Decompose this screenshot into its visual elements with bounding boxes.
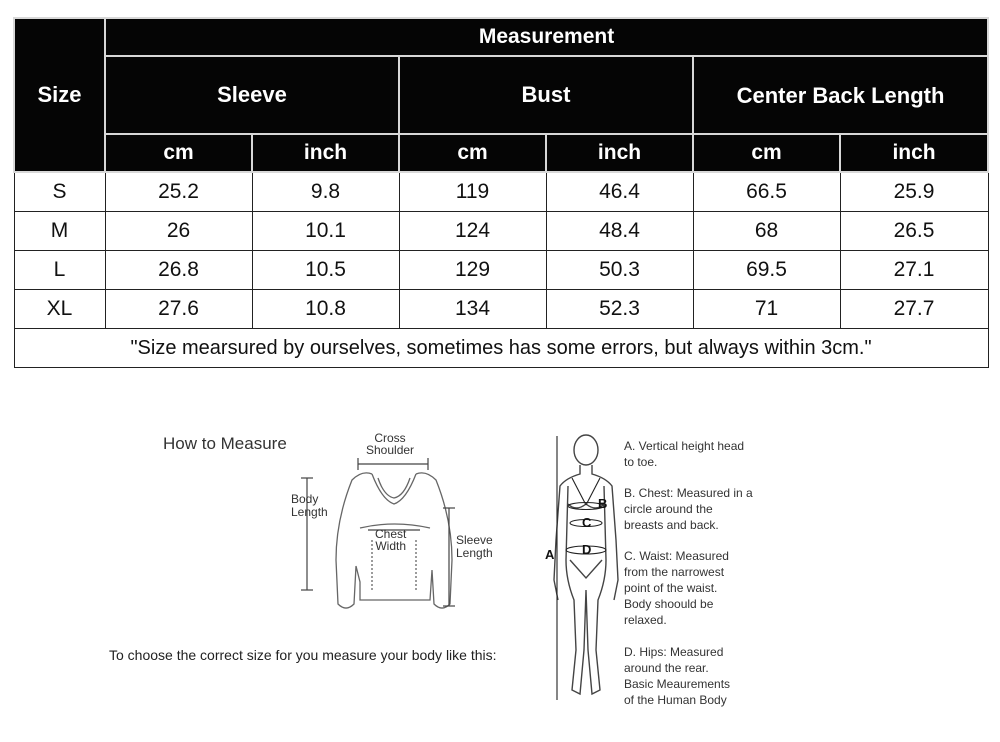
unit-header: inch [546,134,693,172]
bust-header: Bust [399,56,693,134]
value-cell: 10.5 [252,251,399,290]
value-cell: 25.9 [840,172,988,212]
value-cell: 46.4 [546,172,693,212]
value-cell: 66.5 [693,172,840,212]
value-cell: 48.4 [546,212,693,251]
value-cell: 10.1 [252,212,399,251]
value-cell: 27.6 [105,290,252,329]
value-cell: 25.2 [105,172,252,212]
value-cell: 119 [399,172,546,212]
cross-shoulder-label: Cross Shoulder [366,431,415,457]
value-cell: 50.3 [546,251,693,290]
size-cell: L [14,251,105,290]
value-cell: 68 [693,212,840,251]
note-c: C. Waist: Measured from the narrowest point of the waist. Body shoould be relaxed. [624,549,729,627]
measurement-note: "Size mearsured by ourselves, sometimes has some errors, but always within 3cm." [14,329,988,368]
unit-header: inch [252,134,399,172]
value-cell: 27.1 [840,251,988,290]
size-header: Size [14,18,105,172]
center-back-length-header: Center Back Length [693,56,988,134]
value-cell: 26.5 [840,212,988,251]
value-cell: 134 [399,290,546,329]
choose-size-text: To choose the correct size for you measure your body like this: [109,647,497,663]
value-cell: 124 [399,212,546,251]
how-to-measure-title: How to Measure [163,434,287,453]
size-cell: M [14,212,105,251]
chest-width-label: Chest Width [375,527,407,553]
value-cell: 10.8 [252,290,399,329]
size-cell: XL [14,290,105,329]
sleeve-length-label: Sleeve Length [456,533,493,560]
unit-header: cm [693,134,840,172]
value-cell: 52.3 [546,290,693,329]
size-cell: S [14,172,105,212]
sleeve-header: Sleeve [105,56,399,134]
value-cell: 71 [693,290,840,329]
measurement-header: Measurement [105,18,988,56]
note-d: D. Hips: Measured around the rear. Basic Meaurements of the Human Body [624,645,731,707]
value-cell: 69.5 [693,251,840,290]
marker-c: C [582,515,592,530]
marker-a: A [545,547,555,562]
value-cell: 27.7 [840,290,988,329]
value-cell: 26 [105,212,252,251]
value-cell: 129 [399,251,546,290]
value-cell: 9.8 [252,172,399,212]
unit-header: cm [105,134,252,172]
value-cell: 26.8 [105,251,252,290]
unit-header: cm [399,134,546,172]
marker-b: B [598,496,608,511]
marker-d: D [582,542,592,557]
note-b: B. Chest: Measured in a circle around the breasts and back. [624,486,753,532]
note-a: A. Vertical height head to toe. [624,439,745,469]
body-length-label: Body Length [291,492,328,519]
unit-header: inch [840,134,988,172]
